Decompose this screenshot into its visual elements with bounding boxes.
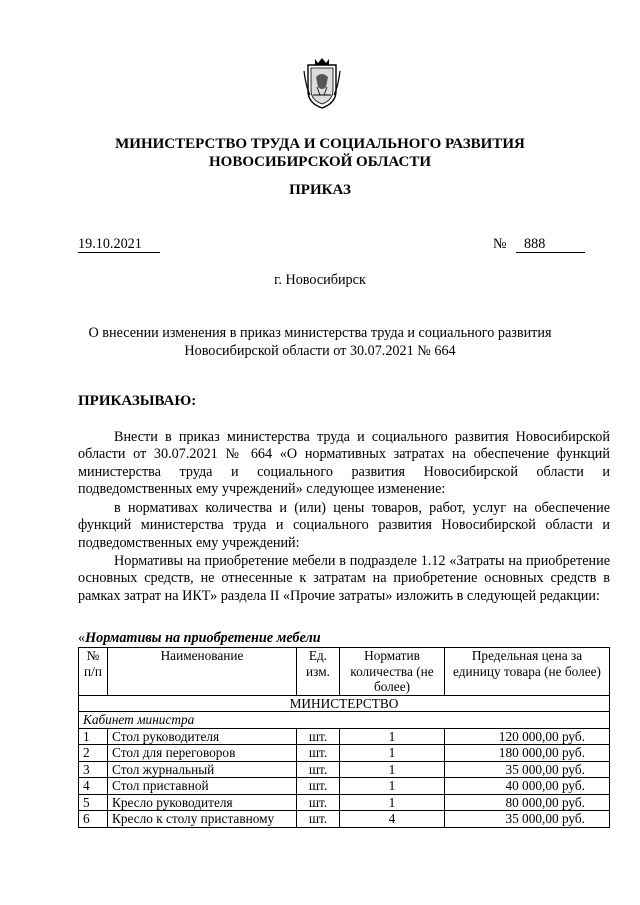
row-qty: 1 bbox=[340, 745, 445, 762]
caption-quote: « bbox=[78, 630, 86, 646]
row-qty: 1 bbox=[340, 794, 445, 811]
subject-line2: Новосибирской области от 30.07.2021 № 664 bbox=[184, 343, 456, 359]
row-num: 5 bbox=[79, 794, 108, 811]
paragraph-3: Нормативы на приобретение мебели в подразделе 1.12 «Затраты на приобретение основных средств, не отнесенные к затратам на приобретение основных средств в рамках затрат на ИКТ» раздела II «Прочие затраты» изложить в следующей редакции: bbox=[78, 553, 610, 604]
subsection-row bbox=[79, 712, 610, 729]
row-qty: 1 bbox=[340, 778, 445, 795]
header-qty: Норматив количества (не более) bbox=[340, 648, 445, 696]
row-qty: 1 bbox=[340, 728, 445, 745]
row-name: Кресло к столу приставному bbox=[108, 811, 297, 828]
row-num: 1 bbox=[79, 728, 108, 745]
table-row bbox=[79, 728, 610, 745]
header-num: № п/п bbox=[79, 648, 108, 696]
row-qty: 4 bbox=[340, 811, 445, 828]
header-price: Предельная цена за единицу товара (не более) bbox=[445, 648, 610, 696]
row-qty: 1 bbox=[340, 761, 445, 778]
paragraph-1: Внести в приказ министерства труда и социального развития Новосибирской области от 30.07.2021 № 664 «О нормативных затратах на обеспечение функций министерства труда и социального развития Новосибирской области и подведомственных ему учреждений» следующее изменение: bbox=[78, 429, 610, 497]
caption-title: Нормативы на приобретение мебели bbox=[85, 630, 321, 646]
table-header-row bbox=[79, 648, 610, 696]
row-num: 6 bbox=[79, 811, 108, 828]
ministry-name-line1: МИНИСТЕРСТВО ТРУДА И СОЦИАЛЬНОГО РАЗВИТИЯ bbox=[115, 136, 525, 152]
row-num: 2 bbox=[79, 745, 108, 762]
header-name: Наименование bbox=[108, 648, 297, 696]
row-price: 80 000,00 руб. bbox=[445, 794, 610, 811]
document-type: ПРИКАЗ bbox=[289, 182, 351, 198]
table-row bbox=[79, 811, 610, 828]
number-sign: № bbox=[493, 236, 507, 252]
furniture-norms-table bbox=[78, 647, 610, 828]
row-num: 3 bbox=[79, 761, 108, 778]
row-unit: шт. bbox=[297, 794, 340, 811]
header-unit: Ед. изм. bbox=[297, 648, 340, 696]
row-unit: шт. bbox=[297, 778, 340, 795]
table-row bbox=[79, 794, 610, 811]
row-unit: шт. bbox=[297, 761, 340, 778]
table-row bbox=[79, 745, 610, 762]
order-date: 19.10.2021 bbox=[78, 236, 160, 253]
row-unit: шт. bbox=[297, 745, 340, 762]
ministry-name-line2: НОВОСИБИРСКОЙ ОБЛАСТИ bbox=[208, 154, 432, 170]
order-directive: ПРИКАЗЫВАЮ: bbox=[78, 393, 197, 409]
coat-of-arms-icon bbox=[302, 57, 342, 110]
row-name: Кресло руководителя bbox=[108, 794, 297, 811]
row-name: Стол для переговоров bbox=[108, 745, 297, 762]
row-num: 4 bbox=[79, 778, 108, 795]
row-name: Стол приставной bbox=[108, 778, 297, 795]
table-row bbox=[79, 778, 610, 795]
row-price: 35 000,00 руб. bbox=[445, 761, 610, 778]
subject-line1: О внесении изменения в приказ министерства труда и социального развития bbox=[88, 325, 552, 341]
table-caption bbox=[78, 630, 321, 646]
row-price: 40 000,00 руб. bbox=[445, 778, 610, 795]
row-price: 180 000,00 руб. bbox=[445, 745, 610, 762]
row-name: Стол журнальный bbox=[108, 761, 297, 778]
row-name: Стол руководителя bbox=[108, 728, 297, 745]
row-unit: шт. bbox=[297, 811, 340, 828]
section-title: МИНИСТЕРСТВО bbox=[79, 695, 610, 712]
row-unit: шт. bbox=[297, 728, 340, 745]
section-row bbox=[79, 695, 610, 712]
city: г. Новосибирск bbox=[274, 272, 366, 288]
paragraph-2: в нормативах количества и (или) цены товаров, работ, услуг на обеспечение функций министерства труда и социального развития Новосибирской области и подведомственных ему учреждений: bbox=[78, 500, 610, 551]
table-row bbox=[79, 761, 610, 778]
subsection-title: Кабинет министра bbox=[79, 712, 610, 729]
row-price: 35 000,00 руб. bbox=[445, 811, 610, 828]
order-number: 888 bbox=[516, 236, 585, 253]
row-price: 120 000,00 руб. bbox=[445, 728, 610, 745]
